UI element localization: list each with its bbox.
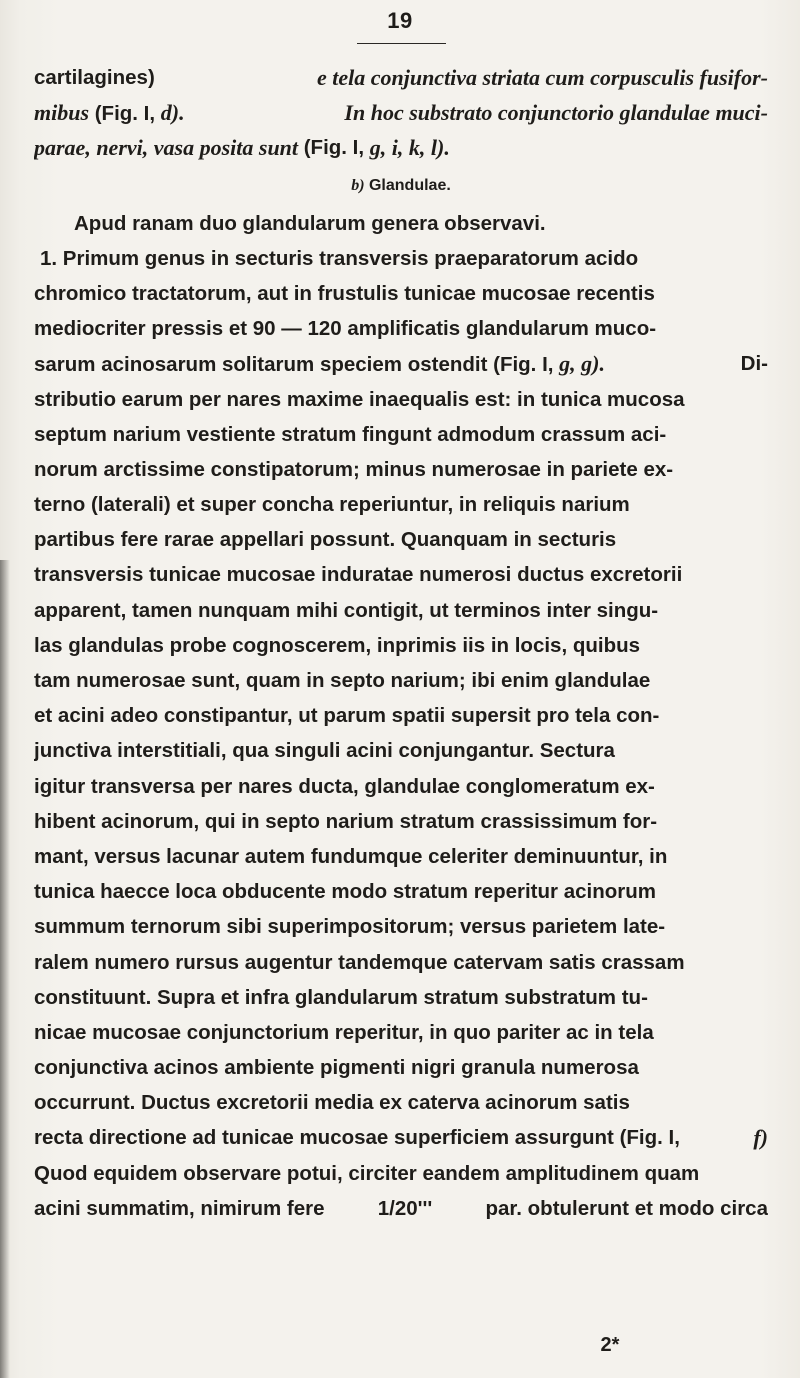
line-segment: tunica haecce loca obducente modo stratum reperitur acinorum [34,880,656,904]
line-segment: apparent, tamen nunquam mihi contigit, ut terminos inter singu- [34,598,659,622]
line-segment: Di- [734,352,768,376]
line-segment: septum narium vestiente stratum fingunt admodum crassum aci- [34,422,667,446]
line-segment: igitur transversa per nares ducta, glandulae conglomeratum ex- [34,774,655,798]
line-segment: norum arctissime constipatorum; minus numerosae in pariete ex- [34,457,674,481]
line-segment-italic: f) [753,1125,768,1151]
line-segment: (Fig. I, [89,102,161,126]
line-segment-italic: parae, nervi, vasa posita sunt [34,135,299,161]
line-segment: Quod equidem observare potui, circiter eandem amplitudinem quam [34,1161,700,1185]
line-segment-italic: In hoc substrato conjunctorio glandulae muci- [338,100,768,126]
text-line [34,311,768,346]
heading-letter: b) [351,176,365,194]
line-segment-italic: g, g). [559,351,605,377]
line-segment: nicae mucosae conjunctorium reperitur, in quo pariter ac in tela [34,1020,654,1044]
page-number: 19 [387,8,413,33]
section-heading [34,166,768,206]
header-rule [357,43,446,44]
line-segment: Apud ranam duo glandularum genera observavi. [74,211,546,235]
line-segment: junctiva interstitiali, qua singuli acini conjungantur. Sectura [34,739,615,763]
text-line [34,276,768,311]
line-segment-italic: d). [160,100,185,126]
text-line [34,874,768,909]
text-line [34,769,768,804]
line-segment: 1/20''' [377,1196,433,1220]
text-line [34,487,768,522]
text-line [34,698,768,733]
line-segment: hibent acinorum, qui in septo narium stratum crassissimum for- [34,809,658,833]
text-line [34,1156,768,1191]
text-line [34,95,768,130]
text-line [34,417,768,452]
line-segment: recta directione ad tunicae mucosae superficiem assurgunt (Fig. I, [34,1126,686,1150]
line-segment: acini summatim, nimirum fere [34,1196,331,1220]
line-segment-italic: g, i, k, l). [369,135,450,161]
text-line [34,628,768,663]
line-segment: 1. Primum genus in secturis transversis praeparatorum acido [40,246,639,270]
text-line [34,130,768,165]
text-line [34,557,768,592]
line-segment: chromico tractatorum, aut in frustulis tunicae mucosae recentis [34,281,655,305]
text-line [34,1015,768,1050]
text-line [34,733,768,768]
text-line [34,980,768,1015]
text-line [34,663,768,698]
line-segment: tam numerosae sunt, quam in septo narium; ibi enim glandulae [34,669,651,692]
text-line [34,452,768,487]
line-segment: summum ternorum sibi superimpositorum; versus parietem late- [34,915,666,939]
text-line [34,1120,768,1155]
line-segment: las glandulas probe cognoscerem, inprimis iis in locis, quibus [34,633,641,657]
binding-shadow [0,560,10,1378]
line-segment: par. obtulerunt et modo circa [479,1196,768,1220]
text-line [34,206,768,241]
text-line [34,909,768,944]
line-segment: sarum acinosarum solitarum speciem ostendit (Fig. I, [34,353,560,377]
line-segment-italic: mibus [34,100,90,126]
line-segment: conjunctiva acinos ambiente pigmenti nigri granula numerosa [34,1056,639,1080]
text-line [34,1085,768,1120]
body-text [34,60,768,1226]
text-line [34,346,768,381]
line-segment: partibus fere rarae appellari possunt. Quanquam in secturis [34,528,617,552]
text-line [34,382,768,417]
signature-mark: 2* [600,1334,620,1356]
line-segment: occurrunt. Ductus excretorii media ex caterva acinorum satis [34,1091,630,1115]
text-line [34,60,768,95]
line-segment: terno (laterali) et super concha reperiuntur, in reliquis narium [34,493,630,517]
text-line [34,593,768,628]
line-segment: constituunt. Supra et infra glandularum stratum substratum tu- [34,985,648,1009]
text-line [34,839,768,874]
line-segment: (Fig. I, [298,136,370,160]
heading-text: Glandulae. [368,176,451,194]
text-line [34,804,768,839]
line-segment: transversis tunicae mucosae induratae numerosi ductus excretorii [34,563,683,587]
text-line [34,522,768,557]
line-segment: stributio earum per nares maxime inaequalis est: in tunica mucosa [34,387,685,411]
line-segment: mediocriter pressis et 90 — 120 amplificatis glandularum muco- [34,317,657,341]
text-line [34,1050,768,1085]
text-line [34,241,768,276]
line-segment: et acini adeo constipantur, ut parum spatii supersit pro tela con- [34,704,660,728]
text-line [34,945,768,980]
line-segment: ralem numero rursus augentur tandemque catervam satis crassam [34,950,685,974]
line-segment-italic: e tela conjunctiva striata cum corpusculis fusifor- [316,65,768,90]
line-segment: mant, versus lacunar autem fundumque celeriter deminuuntur, in [34,844,668,868]
text-line [34,1191,768,1226]
line-segment: cartilagines) [34,66,161,89]
